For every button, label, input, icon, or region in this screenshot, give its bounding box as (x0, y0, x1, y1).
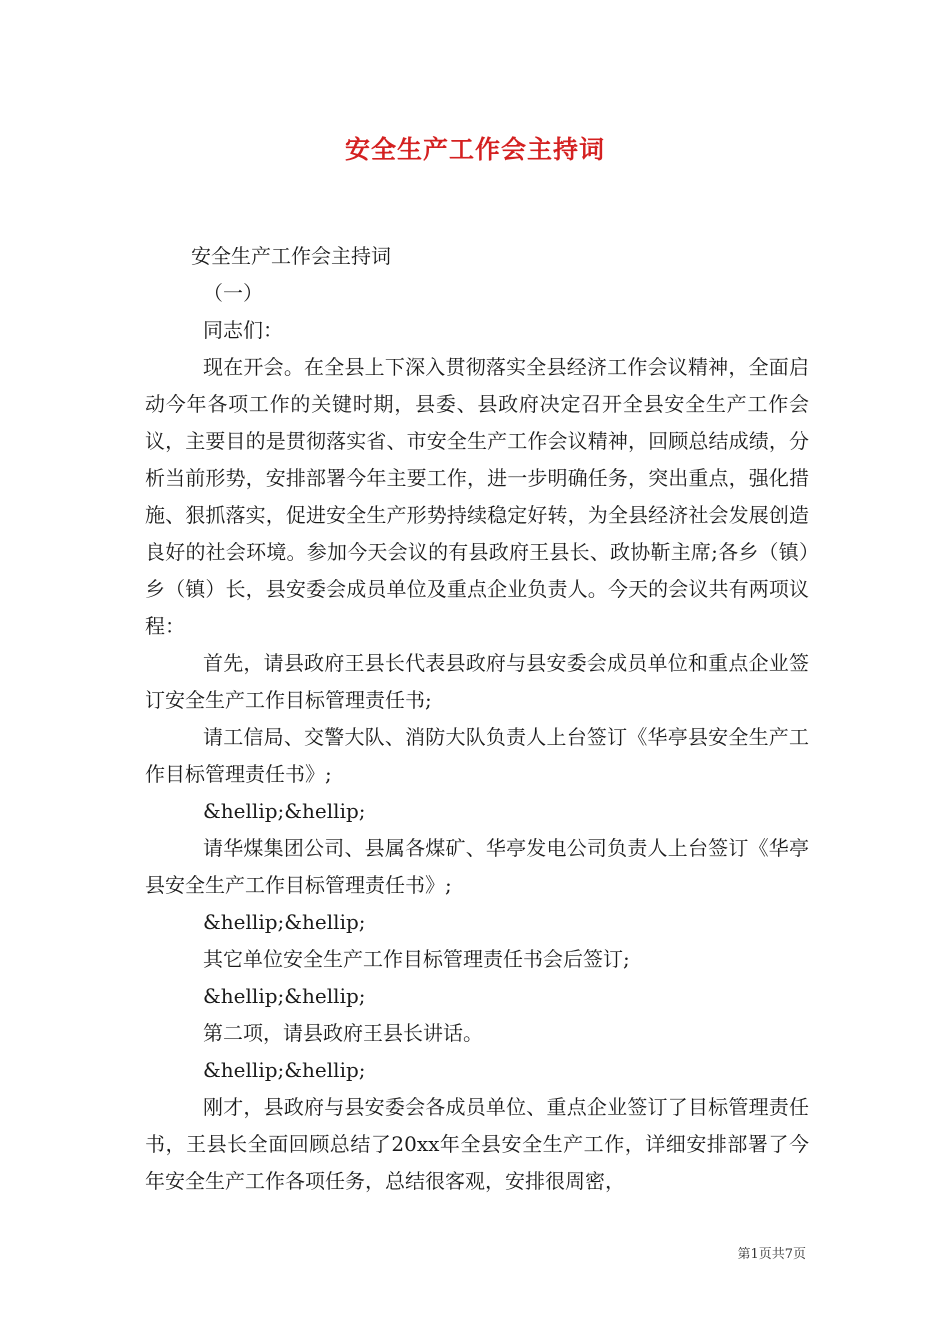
signing-paragraph-1: 请工信局、交警大队、消防大队负责人上台签订《华亭县安全生产工作目标管理责任书》; (145, 725, 809, 786)
ellipsis-line: &hellip;&hellip; (203, 1058, 366, 1082)
closing-paragraph: 刚才，县政府与县安委会各成员单位、重点企业签订了目标管理责任书，王县长全面回顾总结了20xx年全县安全生产工作，详细安排部署了今年安全生产工作各项任务，总结很客观，安排很周密， (145, 1095, 809, 1193)
subtitle-paragraph: 安全生产工作会主持词 (191, 244, 391, 268)
ellipsis-line: &hellip;&hellip; (203, 910, 366, 934)
opening-paragraph: 现在开会。在全县上下深入贯彻落实全县经济工作会议精神，全面启动今年各项工作的关键时期，县委、县政府决定召开全县安全生产工作会议，主要目的是贯彻落实省、市安全生产工作会议精神，回顾总结成绩，分析当前形势，安排部署今年主要工作，进一步明确任务，突出重点，强化措施、狠抓落实，促进安全生产形势持续稳定好转，为全县经济社会发展创造良好的社会环境。参加今天会议的有县政府王县长、政协靳主席;各乡（镇）乡（镇）长，县安委会成员单位及重点企业负责人。今天的会议共有两项议程： (145, 355, 809, 638)
salutation: 同志们： (203, 318, 283, 342)
section-number: （一） (203, 281, 263, 305)
document-body (145, 238, 809, 1200)
signing-paragraph-3: 其它单位安全生产工作目标管理责任书会后签订; (203, 947, 630, 971)
document-title: 安全生产工作会主持词 (344, 135, 605, 164)
agenda-item-first: 首先，请县政府王县长代表县政府与县安委会成员单位和重点企业签订安全生产工作目标管理责任书; (145, 651, 809, 712)
agenda-item-second: 第二项，请县政府王县长讲话。 (203, 1021, 483, 1045)
ellipsis-line: &hellip;&hellip; (203, 984, 366, 1008)
signing-paragraph-2: 请华煤集团公司、县属各煤矿、华亭发电公司负责人上台签订《华亭县安全生产工作目标管理责任书》; (145, 836, 809, 897)
ellipsis-line: &hellip;&hellip; (203, 799, 366, 823)
page-number: 第1页共7页 (737, 1247, 806, 1262)
